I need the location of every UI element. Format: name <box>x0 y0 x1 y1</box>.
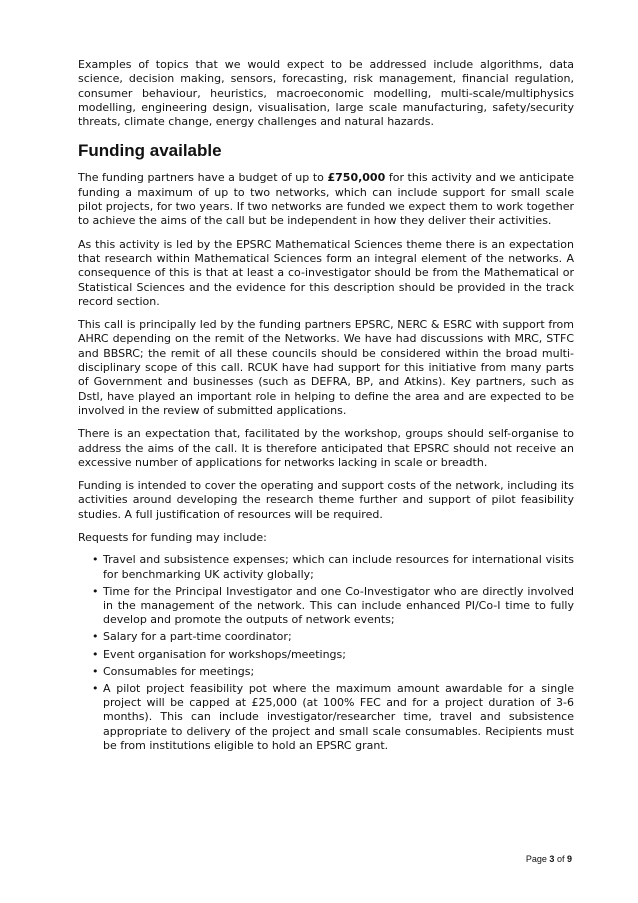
funding-amount: £750,000 <box>327 171 386 185</box>
funding-text-b: for this activity and we anticipate funding a maximum of up to two networks, which can include support for small scale pilot projects, for two years. If two networks are funded we expect them to work together to achieve the aims of the call but be independent in how they deliver their activities. <box>78 171 574 228</box>
of-word: of <box>556 854 565 864</box>
page-word: Page <box>525 854 547 864</box>
funding-paragraph-4: There is an expectation that, facilitated by the workshop, groups should self-organise to address the aims of the call. It is therefore anticipated that EPSRC should not receive an excessive number of applications for networks lacking in scale or breadth. <box>78 427 574 469</box>
bullet-icon: • <box>92 681 99 695</box>
funding-paragraph-5: Funding is intended to cover the operating and support costs of the network, including its activities around developing the research theme further and support of pilot feasibility studies. A full justification of resources will be required. <box>78 479 574 521</box>
funding-text-a: The funding partners have a budget of up to <box>78 171 328 185</box>
list-item: • Consumables for meetings; <box>92 664 255 678</box>
list-item: • A pilot project feasibility pot where the maximum amount awardable for a single project will be capped at £25,000 (at 100% FEC and for a project duration of 3-6 months). This can include investigator/researcher time, travel and subsistence appropriate to delivery of the project and small scale consumables. Recipients must be from institutions eligible to hold an EPSRC grant. <box>92 681 574 752</box>
bullet-icon: • <box>92 553 99 567</box>
funding-paragraph-1 <box>78 171 574 228</box>
page-number: 3 <box>549 854 555 864</box>
requests-list <box>78 553 574 753</box>
document-page <box>78 58 574 756</box>
section-heading: Funding available <box>78 141 222 161</box>
intro-paragraph: Examples of topics that we would expect to be addressed include algorithms, data science, decision making, sensors, forecasting, risk management, financial regulation, consumer behaviour, heuristics, macroeconomic modelling, multi-scale/multiphysics modelling, engineering design, visualisation, large scale manufacturing, safety/security threats, climate change, energy challenges and natural hazards. <box>78 58 574 129</box>
list-item: • Salary for a part-time coordinator; <box>92 630 292 644</box>
list-item: • Travel and subsistence expenses; which can include resources for international visits for benchmarking UK activity globally; <box>92 553 574 581</box>
bullet-icon: • <box>92 584 99 598</box>
page-footer <box>526 854 572 864</box>
funding-paragraph-2: As this activity is led by the EPSRC Mathematical Sciences theme there is an expectation that research within Mathematical Sciences form an integral element of the networks. A consequence of this is that at least a co-investigator should be from the Mathematical or Statistical Sciences and the evidence for this description should be provided in the track record section. <box>78 237 574 308</box>
page-total: 9 <box>566 854 572 864</box>
bullet-icon: • <box>92 647 99 661</box>
funding-paragraph-3: This call is principally led by the funding partners EPSRC, NERC & ESRC with support from AHRC depending on the remit of the Networks. We have had discussions with MRC, STFC and BBSRC; the remit of all these councils should be considered within the broad multi-disciplinary scope of this call. RCUK have had support for this initiative from many parts of Government and businesses (such as DEFRA, BP, and Atkins). Key partners, such as Dstl, have played an important role in helping to define the area and are expected to be involved in the review of submitted applications. <box>78 318 574 417</box>
list-item: • Time for the Principal Investigator and one Co-Investigator who are directly involved in the management of the network. This can include enhanced PI/Co-I time to fully develop and promote the outputs of network events; <box>92 584 574 627</box>
bullet-icon: • <box>92 664 99 678</box>
list-item: • Event organisation for workshops/meetings; <box>92 647 346 661</box>
requests-lead: Requests for funding may include: <box>78 531 267 545</box>
bullet-icon: • <box>92 630 99 644</box>
